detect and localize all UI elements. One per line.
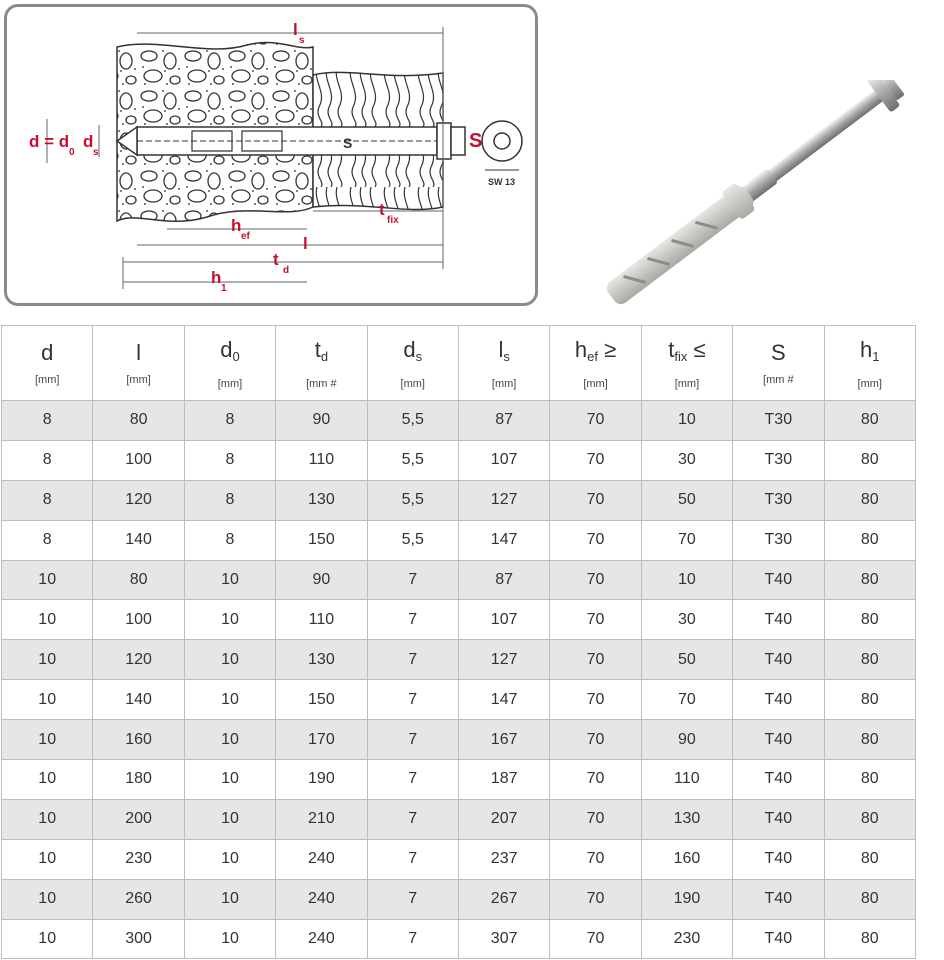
table-cell: 70 [550,879,641,919]
column-header [550,326,641,401]
column-unit: [mm] [126,374,151,386]
table-cell: 10 [184,640,275,680]
table-cell: 207 [458,799,549,839]
table-cell: 10 [2,560,93,600]
table-cell: 80 [93,560,184,600]
table-cell: 7 [367,799,458,839]
sw-label: SW 13 [488,177,516,187]
table-cell: 80 [824,680,915,720]
table-cell: 5,5 [367,520,458,560]
table-cell: 190 [276,760,367,800]
column-header [641,326,732,401]
dim-d-eq: d = d [29,132,70,151]
table-cell: 10 [184,680,275,720]
column-unit: [mm] [217,377,243,390]
table-row [2,640,916,680]
dim-td: t [273,250,279,269]
table-cell: 90 [641,720,732,760]
table-cell: 50 [641,640,732,680]
column-symbol: $h_{ef}$ ≥ [574,336,617,364]
table-header-row [2,326,916,401]
dim-ls-sub: s [299,35,305,46]
table-cell: 87 [458,560,549,600]
dim-h1: h [211,268,222,287]
table-cell: 70 [550,839,641,879]
table-cell: 90 [276,401,367,441]
table-cell: 100 [93,600,184,640]
table-cell: 10 [184,839,275,879]
table-cell: 167 [458,720,549,760]
table-cell: 8 [184,440,275,480]
table-cell: 5,5 [367,401,458,441]
table-cell: 230 [93,839,184,879]
table-cell: 7 [367,600,458,640]
column-symbol: $t_d$ [314,336,329,364]
product-photo [560,80,944,310]
column-header [733,326,824,401]
table-cell: 80 [93,401,184,441]
column-symbol: S [770,340,786,365]
table-cell: 80 [824,520,915,560]
table-cell: 110 [276,440,367,480]
table-cell: 130 [276,480,367,520]
table-row [2,401,916,441]
column-header [2,326,93,401]
hammer-fixing-image [560,80,944,310]
table-cell: 10 [2,720,93,760]
table-cell: 80 [824,440,915,480]
column-header [184,326,275,401]
dim-hef: h [231,216,242,235]
table-cell: 10 [184,799,275,839]
table-cell: 110 [641,760,732,800]
table-cell: 70 [641,520,732,560]
table-cell: T40 [733,600,824,640]
table-cell: 230 [641,919,732,959]
table-cell: 80 [824,600,915,640]
table-cell: 7 [367,839,458,879]
table-cell: T40 [733,799,824,839]
table-cell: 30 [641,440,732,480]
table-cell: 187 [458,760,549,800]
column-header [367,326,458,401]
table-row [2,919,916,959]
dim-td-sub: d [283,265,290,276]
column-symbol: $d_0$ [220,336,240,364]
table-cell: 300 [93,919,184,959]
table-cell: 7 [367,640,458,680]
dim-l: l [303,234,308,253]
table-cell: 127 [458,640,549,680]
table-cell: 80 [824,839,915,879]
table-cell: 90 [276,560,367,600]
column-symbol: $h_1$ [860,336,880,364]
table-cell: 240 [276,919,367,959]
installation-diagram [4,4,538,306]
header-figures [0,0,944,322]
column-unit: [mm] [34,374,60,386]
table-cell: 7 [367,560,458,600]
table-cell: 87 [458,401,549,441]
table-cell: 120 [93,640,184,680]
table-cell: 80 [824,799,915,839]
column-symbol: $t_{fix}$ ≤ [668,336,706,364]
table-cell: 80 [824,919,915,959]
dim-tfix: t [379,200,385,219]
table-cell: 10 [184,560,275,600]
table-cell: T40 [733,680,824,720]
table-cell: 5,5 [367,440,458,480]
table-cell: 50 [641,480,732,520]
table-cell: 80 [824,480,915,520]
table-cell: 10 [2,600,93,640]
table-row [2,480,916,520]
table-cell: T40 [733,879,824,919]
table-cell: T40 [733,839,824,879]
dim-h1-sub: 1 [221,283,227,294]
dim-ds: d [83,132,94,151]
table-cell: 80 [824,879,915,919]
column-header [824,326,915,401]
table-cell: 80 [824,640,915,680]
table-cell: 307 [458,919,549,959]
column-unit: [mm # [306,377,337,390]
specification-table [1,325,916,959]
table-cell: 140 [93,520,184,560]
table-cell: 160 [93,720,184,760]
table-cell: 7 [367,919,458,959]
table-cell: 7 [367,760,458,800]
table-cell: 7 [367,720,458,760]
dim-tfix-sub: fix [387,215,399,226]
table-cell: 10 [641,401,732,441]
table-cell: 10 [184,720,275,760]
table-cell: 70 [550,560,641,600]
column-unit: [mm] [400,377,425,390]
column-symbol: $d_s$ [403,336,423,364]
table-cell: 10 [184,760,275,800]
table-row [2,799,916,839]
table-cell: T40 [733,760,824,800]
table-row [2,440,916,480]
table-cell: 7 [367,879,458,919]
column-header [458,326,549,401]
table-row [2,879,916,919]
table-cell: 120 [93,480,184,520]
table-cell: 8 [2,401,93,441]
table-cell: 8 [184,401,275,441]
table-cell: 70 [550,480,641,520]
table-cell: 10 [2,799,93,839]
table-cell: 10 [184,919,275,959]
table-cell: 8 [184,480,275,520]
table-cell: 10 [2,879,93,919]
diagram-drawing [7,7,535,303]
table-cell: 10 [641,560,732,600]
table-cell: 70 [550,401,641,441]
table-cell: 70 [550,440,641,480]
table-cell: 180 [93,760,184,800]
table-cell: 127 [458,480,549,520]
table-cell: 80 [824,760,915,800]
table-cell: 70 [550,919,641,959]
table-cell: 8 [2,440,93,480]
column-unit: [mm] [674,377,700,390]
table-cell: 5,5 [367,480,458,520]
dim-ds-sub: s [93,147,99,158]
table-cell: 150 [276,520,367,560]
table-cell: 8 [2,520,93,560]
dim-d0-sub: 0 [69,147,75,158]
table-cell: 147 [458,520,549,560]
table-cell: 200 [93,799,184,839]
table-cell: 80 [824,401,915,441]
column-header [93,326,184,401]
table-cell: 10 [2,760,93,800]
table-cell: 10 [2,680,93,720]
table-cell: 240 [276,879,367,919]
table-cell: 70 [641,680,732,720]
table-cell: T30 [733,480,824,520]
table-cell: T40 [733,919,824,959]
table-cell: 70 [550,720,641,760]
table-row [2,760,916,800]
table-row [2,600,916,640]
table-cell: T40 [733,720,824,760]
column-unit: [mm] [583,377,608,390]
table-cell: 140 [93,680,184,720]
screw-mark: S [343,135,353,151]
column-header [276,326,367,401]
table-cell: 80 [824,560,915,600]
table-cell: T30 [733,401,824,441]
table-row [2,839,916,879]
column-unit: [mm] [491,377,517,390]
table-cell: 267 [458,879,549,919]
table-cell: T40 [733,560,824,600]
table-cell: 107 [458,440,549,480]
table-cell: 10 [184,600,275,640]
table-row [2,720,916,760]
table-cell: 260 [93,879,184,919]
table-cell: 100 [93,440,184,480]
table-row [2,520,916,560]
table-cell: 150 [276,680,367,720]
dim-s: S [469,130,483,152]
table-row [2,680,916,720]
table-cell: 147 [458,680,549,720]
column-unit: [mm] [857,377,882,390]
table-cell: 8 [184,520,275,560]
table-cell: 8 [2,480,93,520]
table-cell: 160 [641,839,732,879]
table-cell: 10 [2,839,93,879]
table-body [2,401,916,959]
table-cell: 70 [550,640,641,680]
table-cell: 70 [550,799,641,839]
column-symbol: l [136,340,142,365]
table-cell: 70 [550,520,641,560]
column-symbol: $l_s$ [498,336,510,364]
table-cell: 130 [641,799,732,839]
table-cell: 190 [641,879,732,919]
table-cell: 70 [550,760,641,800]
table-row [2,560,916,600]
table-cell: 10 [2,640,93,680]
table-cell: T30 [733,520,824,560]
table-cell: 70 [550,680,641,720]
table-cell: 10 [184,879,275,919]
table-cell: T30 [733,440,824,480]
table-cell: 7 [367,680,458,720]
table-cell: 210 [276,799,367,839]
table-cell: 170 [276,720,367,760]
dim-ls: l [293,20,298,39]
table-cell: 80 [824,720,915,760]
table-cell: 240 [276,839,367,879]
table-cell: 30 [641,600,732,640]
table-cell: T40 [733,640,824,680]
table-cell: 70 [550,600,641,640]
table-cell: 130 [276,640,367,680]
column-symbol: d [41,340,54,365]
column-unit: [mm # [763,374,794,386]
table-cell: 107 [458,600,549,640]
table-cell: 237 [458,839,549,879]
table-cell: 110 [276,600,367,640]
table-cell: 10 [2,919,93,959]
dim-hef-sub: ef [241,231,250,242]
